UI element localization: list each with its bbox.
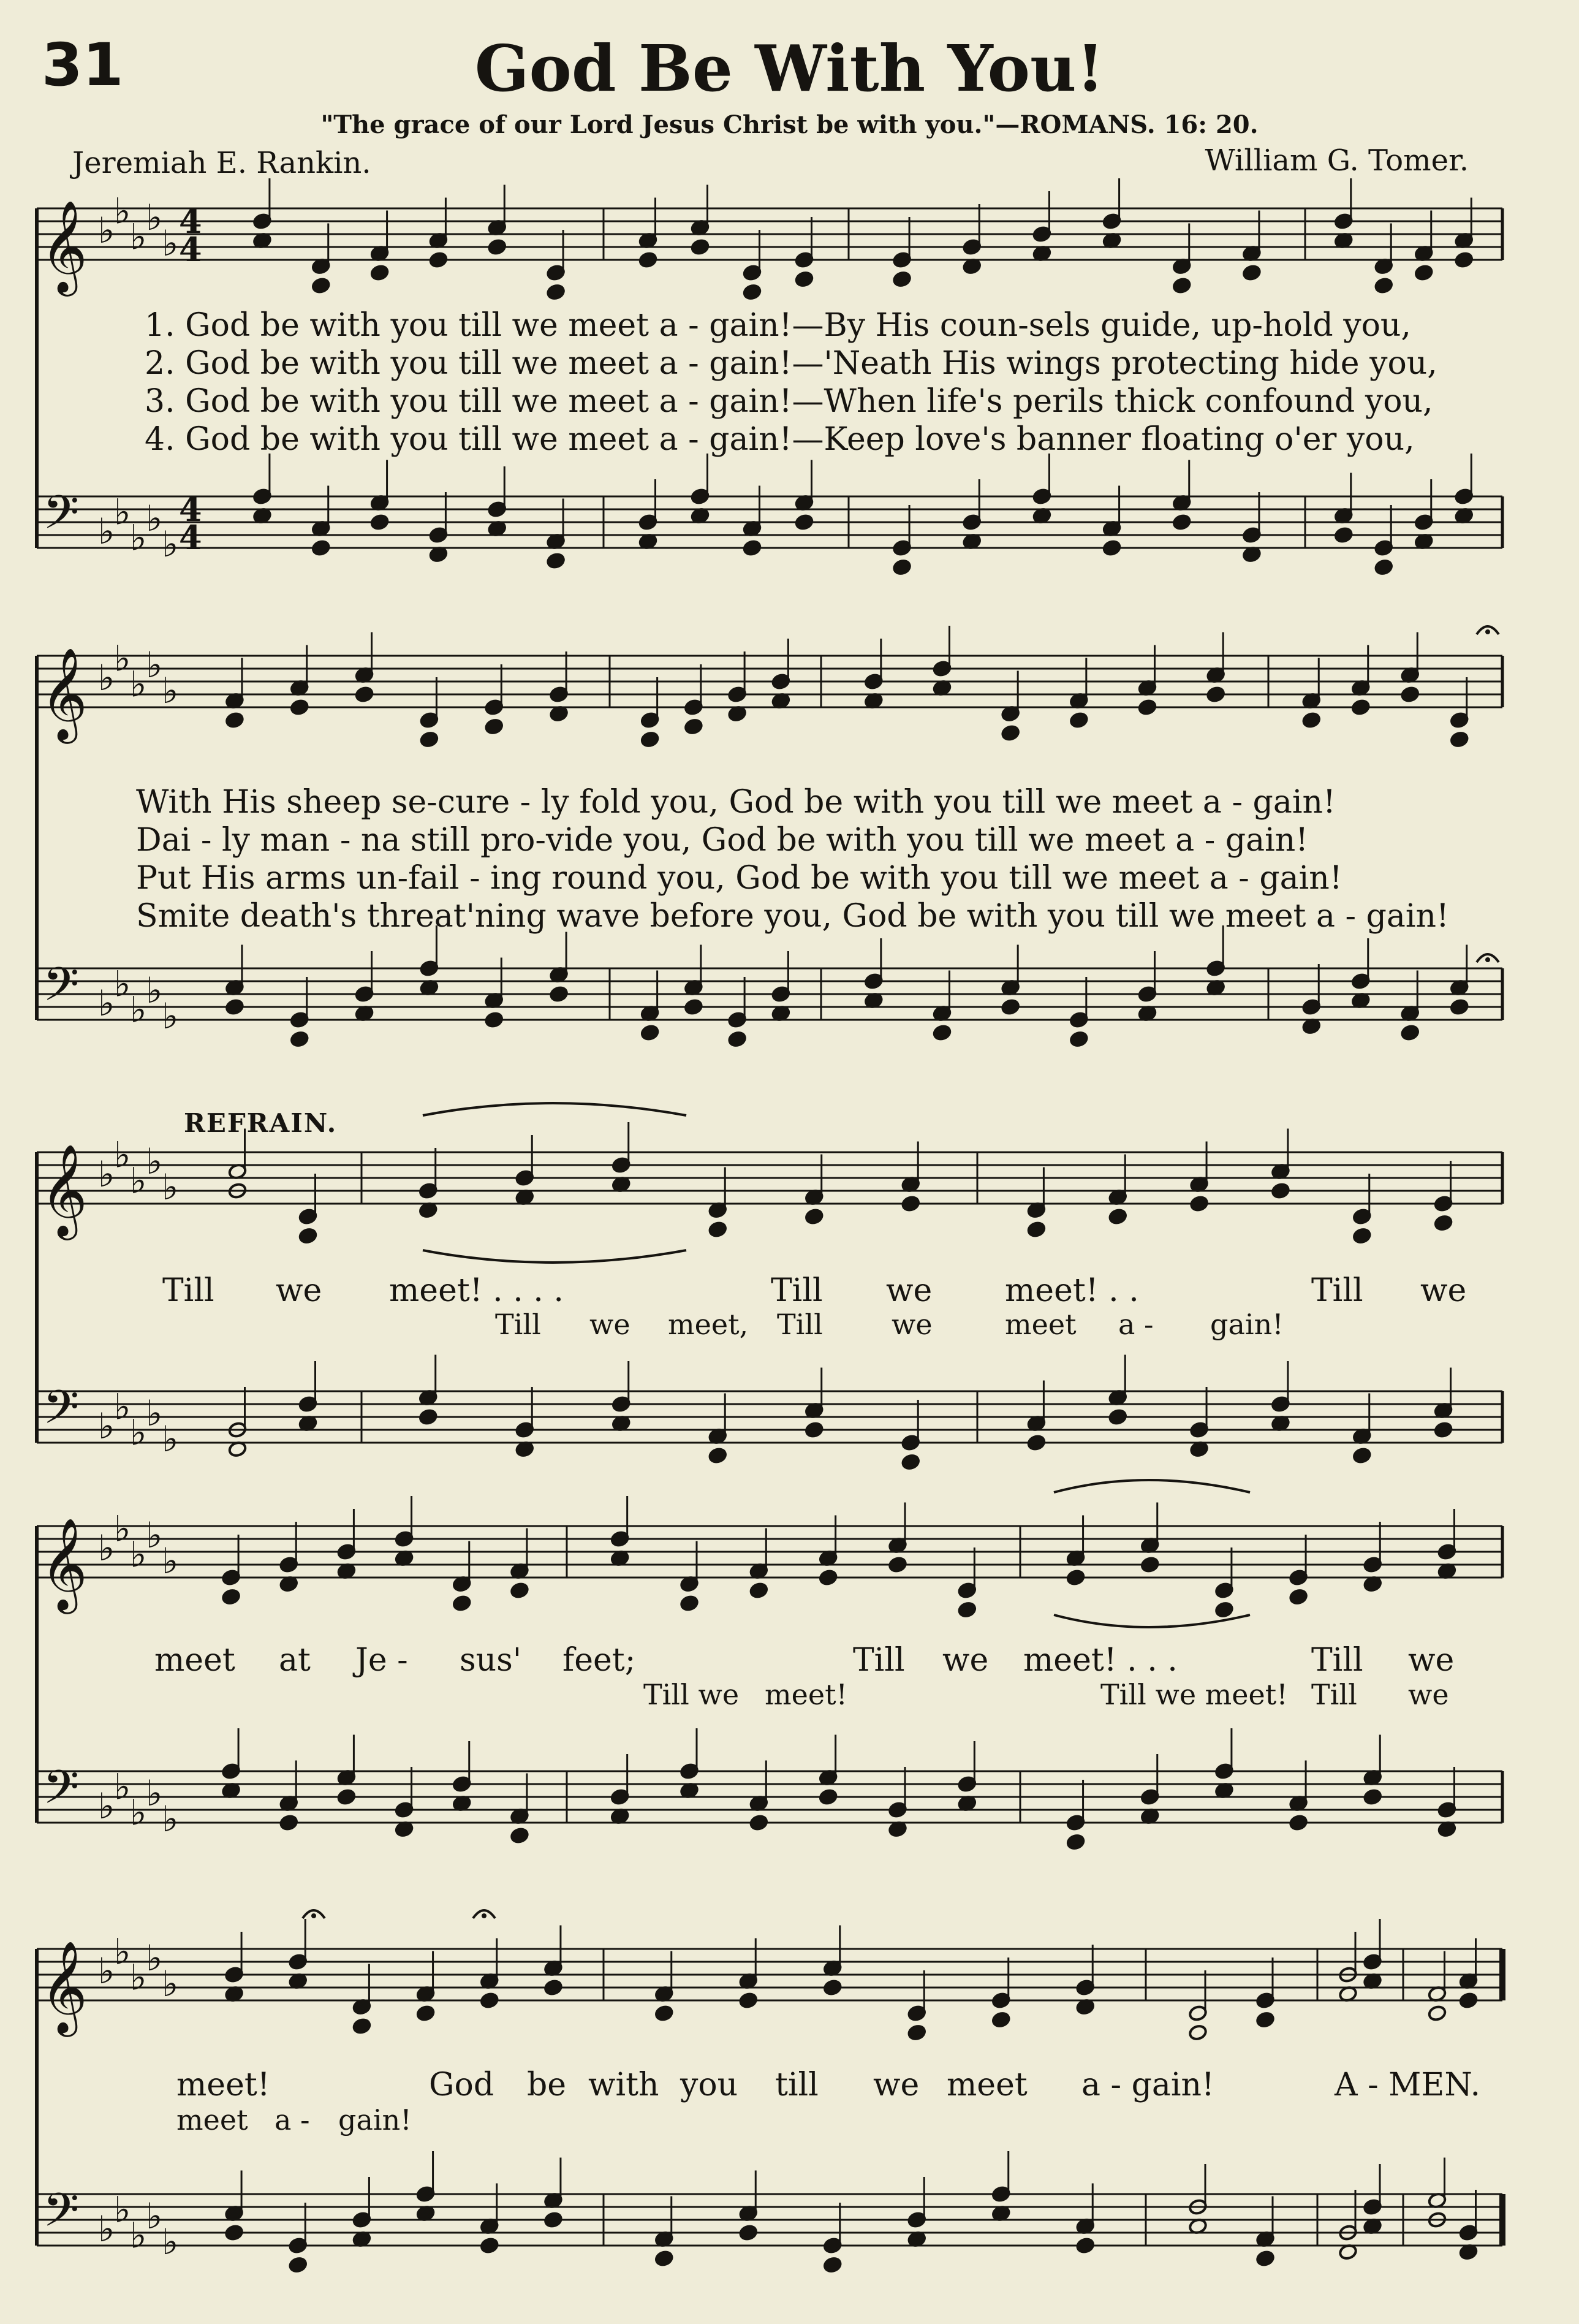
flat-sign: ♭ [98,1153,115,1195]
refrain-word: Je - [355,1642,408,1679]
flat-sign: ♭ [114,190,131,232]
verse-2-line-2: Dai - ly man - na still pro-vide you, God be with you till we meet a - gain! [136,822,1309,859]
notehead [480,2237,499,2254]
notehead [1066,1834,1085,1851]
refrain-alto-word: Till we meet! [1100,1678,1288,1711]
refrain-alto-word: Till [777,1308,823,1341]
flat-sign: ♭ [146,1392,163,1434]
refrain-word: Till [1311,1642,1363,1679]
notehead [1027,1221,1046,1238]
notehead [684,718,703,735]
flat-sign: ♭ [114,491,131,533]
notehead [485,718,504,735]
notehead [1076,2237,1095,2254]
refrain-word: we [873,2067,920,2103]
refrain-alto-word: a - [1118,1308,1154,1341]
flat-sign: ♭ [98,1950,115,1992]
flat-sign: ♭ [114,963,131,1005]
refrain-alto-word: meet, [668,1308,749,1341]
time-signature: 4 [179,202,202,241]
notehead [1188,2024,1207,2041]
notehead [1242,264,1261,281]
scripture-epigraph: "The grace of our Lord Jesus Christ be with you."—ROMANS. 16: 20. [320,110,1259,139]
notehead [1459,1992,1478,2009]
notehead [485,1011,504,1028]
notehead [543,1979,562,1996]
notehead [1189,1195,1208,1212]
verse-3-line-2: Put His arms un-fail - ing round you, God be with you till we meet a - gain! [136,860,1342,897]
treble-clef: 𝄞 [40,647,88,740]
notehead [1140,1556,1159,1573]
notehead [1001,998,1020,1016]
flat-sign: ♭ [162,1418,179,1460]
notehead [1271,1182,1290,1199]
flat-sign: ♭ [114,1931,131,1973]
flat-sign: ♭ [98,1785,115,1827]
notehead [1289,1814,1308,1831]
notehead [892,271,911,288]
bass-clef: 𝄢 [43,1760,80,1826]
verse-4-line-2: Smite death's threat'ning wave before you, God be with you till we meet a - gain! [136,898,1449,935]
refrain-word: with [588,2067,659,2103]
notehead [1206,686,1225,703]
lyricist-credit: Jeremiah E. Rankin. [72,146,371,180]
notehead [743,539,762,556]
notehead [488,238,507,256]
treble-clef: 𝄞 [40,199,88,292]
flat-sign: ♭ [162,1540,179,1582]
refrain-word: you [680,2067,738,2103]
notehead [654,2250,673,2267]
notehead [1428,2005,1447,2022]
notehead [1434,1421,1453,1438]
refrain-alto-word: Till we [643,1678,740,1711]
flat-sign: ♭ [146,1141,163,1182]
notehead [640,731,659,748]
refrain-word: we [886,1272,933,1309]
notehead [823,1979,842,1996]
refrain-word: Till [162,1272,214,1309]
refrain-alto-word: meet [176,2103,248,2136]
notehead [1102,539,1121,556]
notehead [224,2224,243,2241]
hymn-title: God Be With You! [474,31,1105,106]
flat-sign: ♭ [98,1527,115,1569]
fermata-dot [482,1913,487,1918]
notehead [1374,277,1393,294]
notehead [289,2257,308,2274]
flat-sign: ♭ [146,1937,163,1979]
bass-clef: 𝄢 [43,2183,80,2249]
notehead [1401,1024,1420,1041]
refrain-word: we [1420,1272,1467,1309]
fermata-dot [1485,957,1490,962]
refrain-word: meet! . . . . [389,1272,564,1309]
flat-sign: ♭ [146,2195,163,2237]
notehead [1374,559,1393,576]
notehead [933,1024,952,1041]
notehead [1352,1447,1371,1464]
notehead [901,1195,920,1212]
flat-sign: ♭ [98,210,115,251]
treble-clef: 𝄞 [40,1143,88,1236]
notehead [805,1208,824,1225]
notehead [1108,1408,1127,1426]
notehead [819,1788,838,1806]
notehead [1066,1569,1085,1586]
flat-sign: ♭ [162,670,179,712]
notehead [1069,712,1088,729]
notehead [795,271,814,288]
time-signature: 4 [179,230,202,269]
notehead [892,559,911,576]
refrain-word: a - gain! [1081,2067,1214,2103]
notehead [901,1454,920,1471]
notehead [418,1408,437,1426]
notehead [225,998,244,1016]
flat-sign: ♭ [130,1411,147,1454]
notehead [370,514,389,531]
flat-sign: ♭ [130,1533,147,1576]
notehead [543,2211,562,2228]
refrain-word: Till [853,1642,905,1679]
verse-4-line-1: 4. God be with you till we meet a - gain!—Keep love's banner floating o'er you, [145,421,1415,458]
flat-sign: ♭ [162,995,179,1037]
flat-sign: ♭ [114,2189,131,2231]
notehead [225,712,244,729]
notehead [888,1556,907,1573]
notehead [510,1582,529,1599]
notehead [290,1031,309,1048]
bass-clef: 𝄢 [43,957,80,1023]
notehead [420,731,439,748]
notehead [510,1827,529,1844]
notehead [1255,2250,1274,2267]
hymn-number: 31 [42,31,124,99]
treble-clef: 𝄞 [40,1940,88,2033]
flat-sign: ♭ [130,216,147,258]
notehead [823,2257,842,2274]
flat-sign: ♭ [130,1160,147,1202]
refrain-word: Till [771,1272,823,1309]
notehead [749,1814,768,1831]
notehead [1450,731,1469,748]
verse-1-line-1: 1. God be with you till we meet a - gain!—By His coun-sels guide, up-hold you, [145,307,1411,344]
refrain-alto-word: gain! [1210,1308,1284,1341]
notehead [546,552,565,569]
notehead [1334,526,1353,544]
refrain-word: meet! . . [1005,1272,1139,1309]
flat-sign: ♭ [146,1772,163,1814]
composer-credit: William G. Tomer. [1205,143,1469,178]
refrain-alto-word: gain! [338,2103,412,2136]
notehead [654,2005,673,2022]
notehead [958,1601,977,1619]
flat-sign: ♭ [114,1134,131,1176]
refrain-word: sus' [460,1642,522,1679]
notehead [1255,2011,1274,2029]
refrain-alto-word: meet! [765,1678,848,1711]
refrain-word: feet; [562,1642,636,1679]
notehead [1138,699,1157,716]
flat-sign: ♭ [146,970,163,1011]
refrain-label: REFRAIN. [184,1108,338,1138]
refrain-word: Till [1311,1272,1363,1309]
slur [423,1250,686,1263]
bass-clef: 𝄢 [43,485,80,551]
notehead [691,238,710,256]
flat-sign: ♭ [98,2208,115,2250]
verse-3-line-1: 3. God be with you till we meet a - gain!—When life's perils thick confound you, [145,383,1433,420]
notehead [1001,724,1020,742]
flat-sign: ♭ [146,197,163,238]
notehead [1414,264,1433,281]
notehead [355,686,374,703]
refrain-alto-word: a - [275,2103,310,2136]
notehead [684,998,703,1016]
flat-sign: ♭ [114,1386,131,1428]
refrain-word: meet [947,2067,1028,2103]
notehead [298,1228,317,1245]
refrain-word: we [276,1272,322,1309]
notehead [546,284,565,301]
flat-sign: ♭ [162,523,179,565]
flat-sign: ♭ [162,1798,179,1840]
notehead [1108,1208,1127,1225]
flat-sign: ♭ [98,1405,115,1447]
notehead [337,1788,356,1806]
notehead [805,1421,824,1438]
notehead [708,1221,727,1238]
flat-sign: ♭ [130,1791,147,1834]
refrain-word: at [279,1642,311,1679]
flat-sign: ♭ [114,1508,131,1550]
refrain-word: God [429,2067,494,2103]
notehead [1450,998,1469,1016]
notehead [1289,1589,1308,1606]
flat-sign: ♭ [130,2214,147,2257]
refrain-word: meet! [176,2067,270,2103]
treble-clef: 𝄞 [40,1517,88,1610]
flat-sign: ♭ [130,1956,147,1999]
notehead [727,1031,746,1048]
notehead [429,251,448,268]
fermata-dot [311,1913,316,1918]
flat-sign: ♭ [114,1766,131,1808]
notehead [452,1595,471,1612]
slur [1054,1480,1250,1492]
refrain-alto-word: Till [495,1308,541,1341]
notehead [279,1814,298,1831]
notehead [370,264,389,281]
flat-sign: ♭ [114,637,131,680]
flat-sign: ♭ [98,657,115,699]
refrain-word: we [942,1642,989,1679]
notehead [739,2224,758,2241]
flat-sign: ♭ [162,2221,179,2263]
refrain-alto-word: we [1408,1678,1449,1711]
refrain-word: meet [154,1642,235,1679]
notehead [352,2018,371,2035]
flat-sign: ♭ [162,222,179,264]
flat-sign: ♭ [130,517,147,559]
flat-sign: ♭ [162,1963,179,2005]
notehead [549,985,568,1003]
time-signature: 4 [179,490,202,529]
notehead [1401,686,1420,703]
flat-sign: ♭ [146,644,163,686]
notehead [221,1589,240,1606]
notehead [795,514,814,531]
verse-2-line-1: 2. God be with you till we meet a - gain!—'Neath His wings protecting hide you, [145,345,1437,382]
notehead [1352,1228,1371,1245]
notehead [680,1595,699,1612]
refrain-word: we [1408,1642,1455,1679]
slur [423,1103,686,1115]
notehead [290,699,309,716]
notehead [1455,251,1474,268]
refrain-word: A - MEN. [1335,2067,1481,2103]
notehead [739,1992,758,2009]
notehead [1351,699,1370,716]
flat-sign: ♭ [130,989,147,1031]
notehead [1027,1434,1046,1451]
notehead [991,2011,1010,2029]
refrain-alto-word: Till [1311,1678,1357,1711]
notehead [1172,277,1191,294]
refrain-word: till [775,2067,819,2103]
notehead [638,251,657,268]
refrain-word: meet! . . . [1023,1642,1178,1679]
refrain-word: be [527,2067,567,2103]
flat-sign: ♭ [162,1166,179,1208]
notehead [1172,514,1191,531]
notehead [1363,1788,1382,1806]
notehead [480,1992,499,2009]
notehead [311,539,330,556]
notehead [743,284,762,301]
flat-sign: ♭ [146,1514,163,1556]
flat-sign: ♭ [98,511,115,552]
time-signature: 4 [179,518,202,557]
flat-sign: ♭ [146,498,163,539]
flat-sign: ♭ [98,982,115,1024]
notehead [907,2024,926,2041]
notehead [1302,712,1321,729]
refrain-alto-word: meet [1005,1308,1077,1341]
fermata-dot [1485,629,1490,634]
notehead [819,1569,838,1586]
flat-sign: ♭ [130,663,147,705]
notehead [311,277,330,294]
notehead [708,1447,727,1464]
notehead [416,2005,435,2022]
refrain-alto-word: we [892,1308,933,1341]
notehead [640,1024,659,1041]
notehead [1214,1601,1233,1619]
notehead [1069,1031,1088,1048]
notehead [749,1582,768,1599]
verse-1-line-2: With His sheep se-cure - ly fold you, God be with you till we meet a - gain! [136,784,1336,821]
bass-clef: 𝄢 [43,1380,80,1446]
notehead [1434,1215,1453,1232]
refrain-alto-word: we [589,1308,630,1341]
